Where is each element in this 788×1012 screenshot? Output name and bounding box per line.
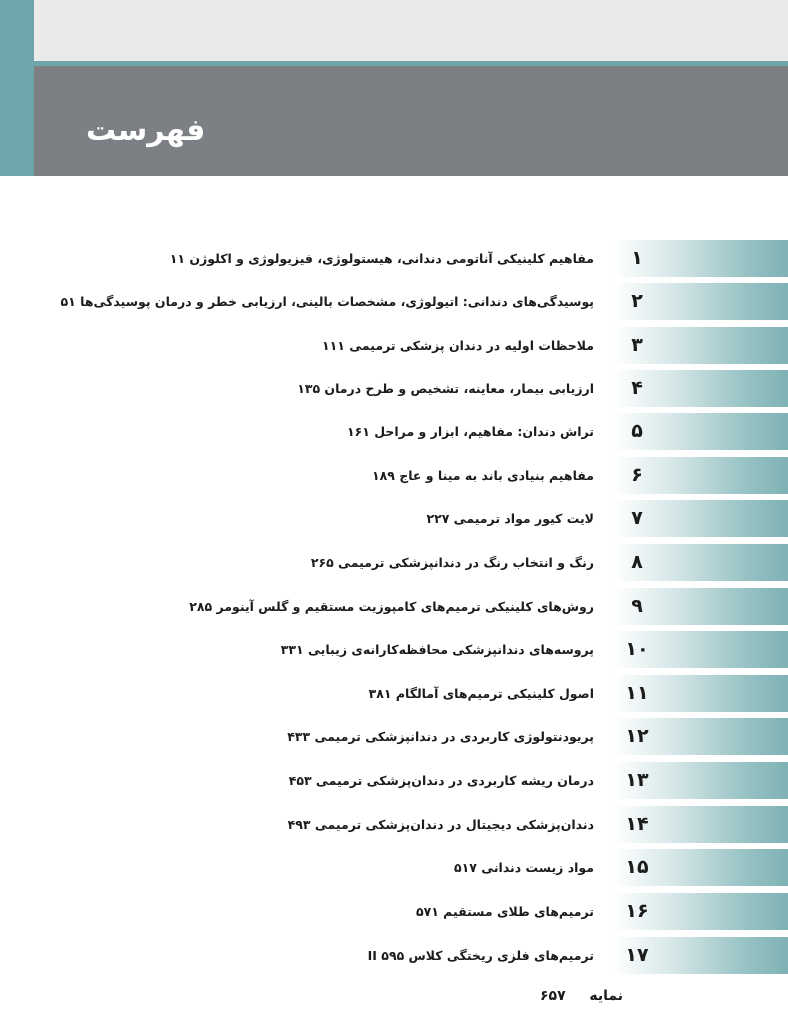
chapter-number: ۵ [631, 420, 643, 442]
toc-row[interactable] [0, 806, 788, 843]
chapter-number: ۱۷ [625, 944, 649, 966]
toc-row[interactable] [0, 283, 788, 320]
chapter-title: پوسیدگی‌های دندانی: اتیولوژی، مشخصات بالینی، ارزیابی خطر و درمان پوسیدگی‌ها ۵۱ [60, 294, 594, 309]
chapter-title: ترمیم‌های فلزی ریختگی کلاس II ۵۹۵ [367, 948, 594, 963]
index-page: ۶۵۷ [540, 988, 566, 1004]
chapter-title: لایت کیور مواد ترمیمی ۲۲۷ [426, 511, 594, 526]
toc-row[interactable] [0, 327, 788, 364]
chapter-title: روش‌های کلینیکی ترمیم‌های کامپوزیت مستقیم و گلس آینومر ۲۸۵ [189, 599, 594, 614]
chapter-number: ۴ [631, 377, 643, 399]
index-entry[interactable] [540, 983, 623, 1009]
chapter-number: ۱۳ [625, 769, 649, 791]
chapter-number: ۱ [631, 247, 643, 269]
toc-row[interactable] [0, 240, 788, 277]
toc-row[interactable] [0, 457, 788, 494]
chapter-number: ۸ [631, 551, 643, 573]
chapter-title: پریودنتولوژی کاربردی در دندانپزشکی ترمیمی ۴۳۳ [287, 729, 594, 744]
index-label: نمایه [589, 988, 624, 1004]
toc-row[interactable] [0, 893, 788, 930]
chapter-number: ۱۱ [625, 682, 649, 704]
chapter-title: درمان ریشه کاربردی در دندان‌پزشکی ترمیمی ۴۵۳ [288, 773, 594, 788]
chapter-number: ۱۴ [625, 813, 649, 835]
page-title: فهرست [86, 113, 206, 148]
chapter-number: ۲ [631, 290, 643, 312]
toc-row[interactable] [0, 544, 788, 581]
toc-row[interactable] [0, 762, 788, 799]
chapter-title: تراش دندان: مفاهیم، ابزار و مراحل ۱۶۱ [346, 424, 594, 439]
toc-row[interactable] [0, 937, 788, 974]
chapter-number: ۱۲ [625, 725, 649, 747]
chapter-title: پروسه‌های دندانپزشکی محافظه‌کارانه‌ی زیبایی ۳۳۱ [280, 642, 594, 657]
chapter-title: ارزیابی بیمار، معاینه، تشخیص و طرح درمان ۱۳۵ [297, 381, 594, 396]
side-accent-bar [0, 0, 34, 176]
chapter-number: ۱۶ [625, 900, 649, 922]
chapter-number: ۷ [631, 507, 643, 529]
chapter-number: ۶ [631, 464, 643, 486]
toc-row[interactable] [0, 370, 788, 407]
chapter-number: ۹ [631, 595, 643, 617]
chapter-title: اصول کلینیکی ترمیم‌های آمالگام ۳۸۱ [368, 686, 594, 701]
chapter-number: ۱۰ [625, 638, 649, 660]
toc-row[interactable] [0, 849, 788, 886]
chapter-number: ۳ [631, 334, 643, 356]
chapter-title: رنگ و انتخاب رنگ در دندانپزشکی ترمیمی ۲۶۵ [310, 555, 594, 570]
toc-row[interactable] [0, 718, 788, 755]
toc-row[interactable] [0, 631, 788, 668]
toc-row[interactable] [0, 500, 788, 537]
chapter-title: مواد زیست دندانی ۵۱۷ [453, 860, 594, 875]
header-strip [34, 0, 788, 61]
chapter-title: دندان‌پزشکی دیجیتال در دندان‌پزشکی ترمیمی ۴۹۳ [287, 817, 594, 832]
chapter-title: مفاهیم بنیادی باند به مینا و عاج ۱۸۹ [371, 468, 594, 483]
toc-row[interactable] [0, 413, 788, 450]
toc-row[interactable] [0, 588, 788, 625]
chapter-title: مفاهیم کلینیکی آناتومی دندانی، هیستولوژی، فیزیولوژی و اکلوژن ۱۱ [169, 251, 594, 266]
toc-row[interactable] [0, 675, 788, 712]
chapter-title: ترمیم‌های طلای مستقیم ۵۷۱ [415, 904, 594, 919]
chapter-title: ملاحظات اولیه در دندان پزشکی ترمیمی ۱۱۱ [321, 338, 594, 353]
chapter-number: ۱۵ [625, 856, 649, 878]
